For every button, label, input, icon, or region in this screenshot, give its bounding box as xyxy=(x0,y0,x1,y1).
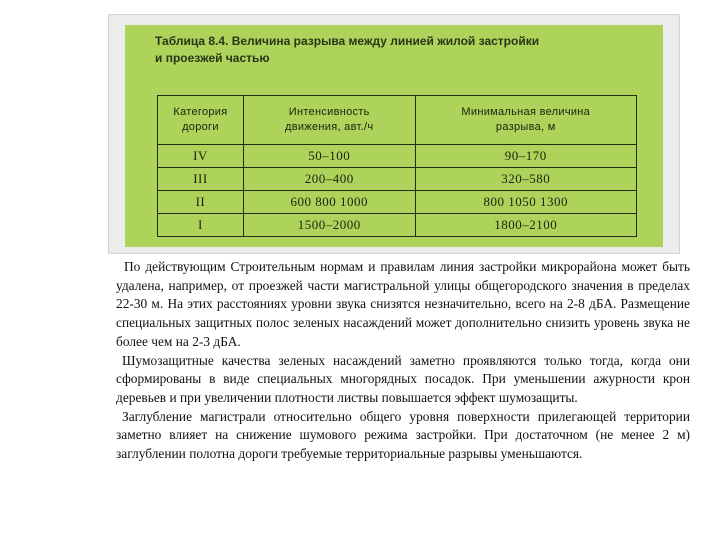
paragraph-green-plantings: Шумозащитные качества зеленых насаждений заметно проявляются только тогда, когда они сформированы в виде специальных многорядных посадок. При уменьшении ажурности крон деревьев и при увеличении плотности листвы повышается эффект шумозащиты. xyxy=(116,352,690,405)
cell-category: I xyxy=(158,214,244,237)
header-min-distance-line-1: Минимальная величина xyxy=(461,106,591,118)
header-min-distance-line-2: разрыва, м xyxy=(495,121,556,133)
header-road-category xyxy=(158,96,244,145)
table-caption-line-1: Таблица 8.4. Величина разрыва между линией жилой застройки xyxy=(155,34,540,48)
cell-distance: 1800–2100 xyxy=(415,214,636,237)
cell-intensity: 50–100 xyxy=(243,145,415,168)
table-caption xyxy=(155,33,655,67)
table-figure xyxy=(125,25,663,247)
header-traffic-intensity-line-1: Интенсивность xyxy=(288,106,370,118)
table-header-row xyxy=(158,96,637,145)
paragraph-road-depression: Заглубление магистрали относительно общего уровня поверхности прилегающей территории заметно влияет на снижение шумового режима застройки. При достаточном (не менее 2 м) заглублении полотна дороги требуемые территориальные разрывы уменьшаются. xyxy=(116,408,690,462)
table-row xyxy=(158,145,637,168)
table-caption-line-2: и проезжей частью xyxy=(155,51,270,65)
cell-category: II xyxy=(158,191,244,214)
table-row xyxy=(158,191,637,214)
cell-distance: 320–580 xyxy=(415,168,636,191)
cell-category: IV xyxy=(158,145,244,168)
body-text xyxy=(116,258,690,464)
header-traffic-intensity xyxy=(243,96,415,145)
header-road-category-line-1: Категория xyxy=(173,106,228,118)
paragraph-building-norms: По действующим Строительным нормам и правилам линия застройки микрорайона может быть удалена, например, от проезжей части магистральной улицы общегородского значения в пределах 22-30 м. На этих расстояниях уровни звука снизятся незначительно, всего на 2-8 дБА. Размещение специальных защитных полос зеленых насаждений может дополнительно снизить уровень звука не более чем на 2-3 дБА. xyxy=(116,259,690,349)
table-row xyxy=(158,214,637,237)
header-road-category-line-2: дороги xyxy=(182,121,219,133)
cell-intensity: 1500–2000 xyxy=(243,214,415,237)
cell-intensity: 200–400 xyxy=(243,168,415,191)
cell-distance: 800 1050 1300 xyxy=(415,191,636,214)
cell-category: III xyxy=(158,168,244,191)
header-min-distance xyxy=(415,96,636,145)
header-traffic-intensity-line-2: движения, авт./ч xyxy=(285,121,374,133)
norms-table xyxy=(157,95,637,237)
table-figure-frame xyxy=(108,14,680,254)
cell-distance: 90–170 xyxy=(415,145,636,168)
table-row xyxy=(158,168,637,191)
cell-intensity: 600 800 1000 xyxy=(243,191,415,214)
